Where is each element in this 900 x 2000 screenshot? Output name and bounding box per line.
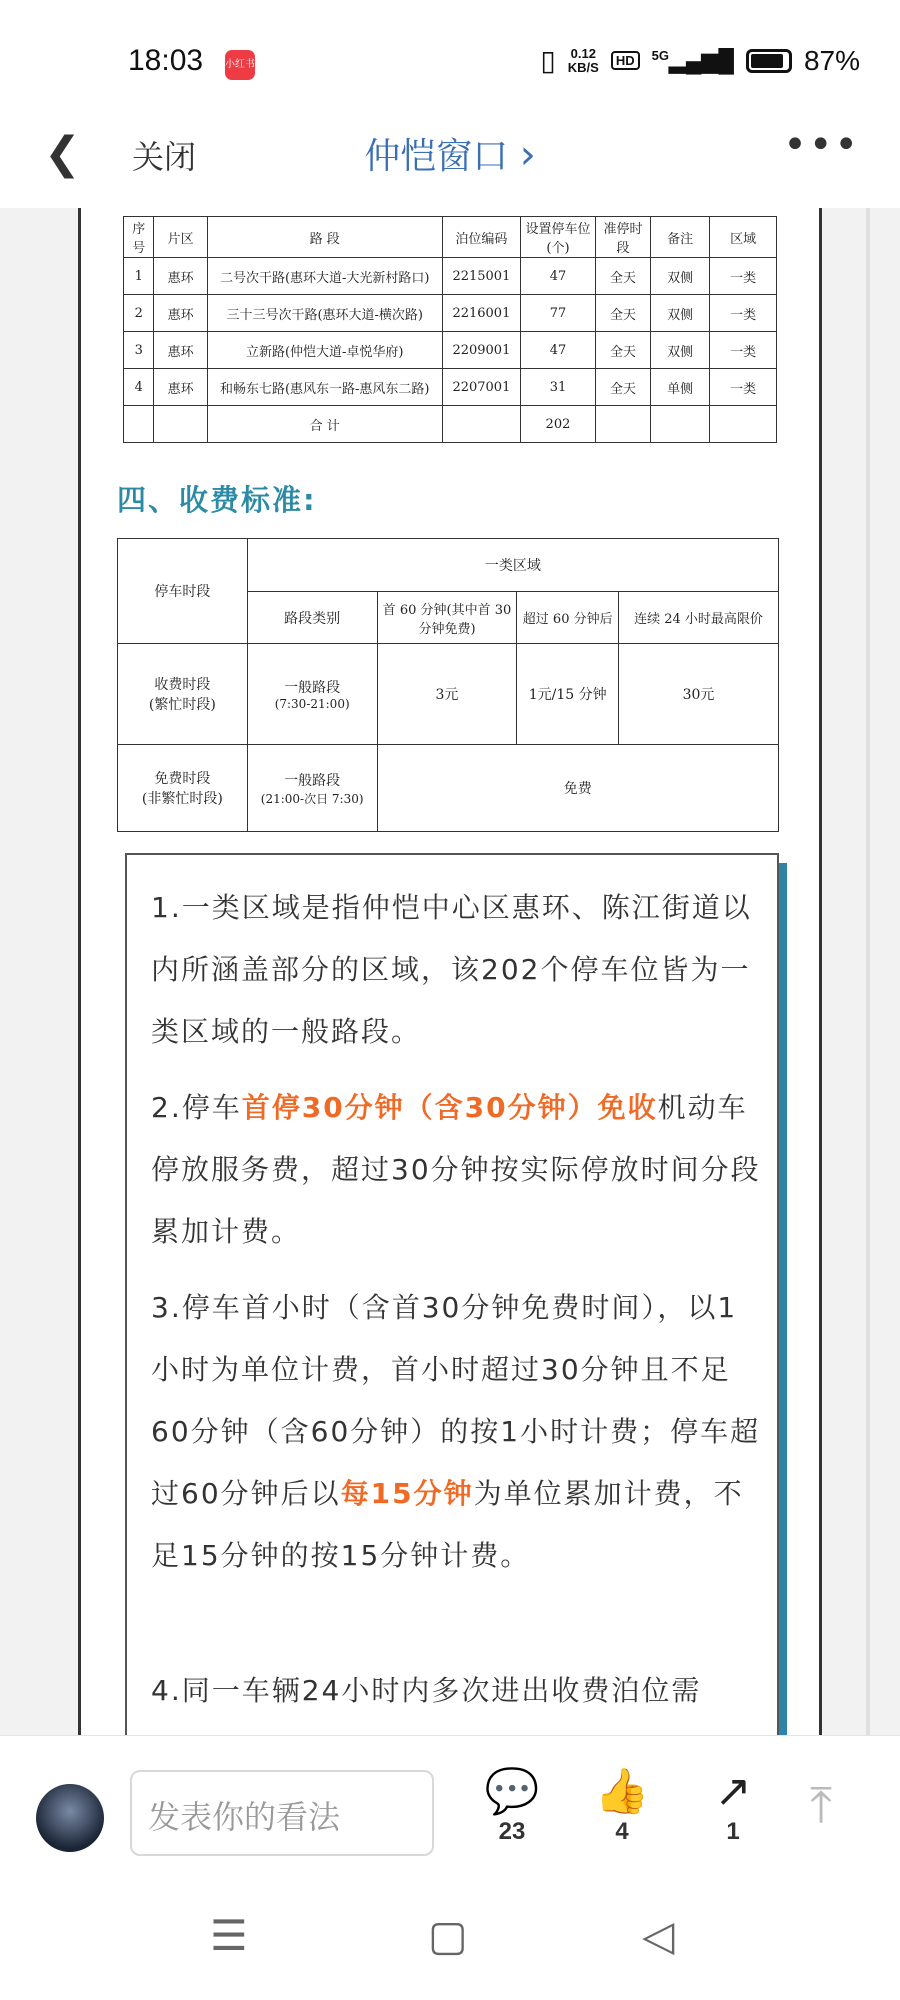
table-total-row	[124, 406, 777, 443]
table-cell: 惠环	[154, 369, 207, 406]
table-cell: 收费时段 (繁忙时段)	[118, 644, 248, 745]
back-to-top-icon[interactable]: ⤒	[810, 1776, 833, 1834]
table-row	[118, 644, 779, 745]
table-cell: 双侧	[651, 258, 710, 295]
menu-icon[interactable]: ☰	[210, 1911, 248, 1960]
comment-icon: 💬	[484, 1766, 540, 1817]
table-header: 片区	[154, 217, 207, 258]
table-cell: 单侧	[651, 369, 710, 406]
table-cell: 77	[521, 295, 596, 332]
thumbs-up-icon: 👍	[594, 1766, 650, 1817]
table-row	[124, 295, 777, 332]
battery-percent: 87%	[803, 44, 860, 76]
battery-icon	[746, 49, 792, 73]
table-cell: 一类	[710, 369, 777, 406]
status-icons	[540, 44, 860, 77]
comment-placeholder: 发表你的看法	[148, 1798, 341, 1836]
chevron-right-icon: ›	[519, 132, 536, 178]
table-cell: 免费	[377, 745, 778, 832]
like-button[interactable]	[592, 1766, 652, 1846]
table-cell: 2215001	[442, 258, 520, 295]
table-cell: 免费时段 (非繁忙时段)	[118, 745, 248, 832]
note-4: 4.同一车辆24小时内多次进出收费泊位需	[151, 1674, 702, 1707]
net-speed: 0.12 KB/S	[567, 45, 599, 75]
table-cell: 二号次干路(惠环大道-大光新村路口)	[207, 258, 442, 295]
table-cell: 2209001	[442, 332, 520, 369]
table-cell: 一类	[710, 332, 777, 369]
table-cell: 一类	[710, 295, 777, 332]
article-content[interactable]	[0, 208, 900, 1735]
table-cell: 2207001	[442, 369, 520, 406]
table-cell: 惠环	[154, 258, 207, 295]
table-row	[124, 369, 777, 406]
table-cell: 惠环	[154, 295, 207, 332]
table-cell: 双侧	[651, 295, 710, 332]
table-header-row	[124, 217, 777, 258]
table-cell: 3元	[377, 644, 517, 745]
table-cell: 47	[521, 258, 596, 295]
table-cell: 30元	[619, 644, 779, 745]
total-label: 合 计	[207, 406, 442, 443]
table-cell: 31	[521, 369, 596, 406]
table-header: 停车时段	[118, 539, 248, 644]
table-cell: 3	[124, 332, 154, 369]
table-row	[124, 258, 777, 295]
table-header: 连续 24 小时最高限价	[619, 592, 779, 644]
back-triangle-icon[interactable]: ◁	[642, 1911, 675, 1960]
table-cell: 立新路(仲恺大道-卓悦华府)	[207, 332, 442, 369]
likes-count: 4	[615, 1818, 629, 1845]
zone-header: 一类区域	[247, 539, 778, 592]
table-cell: 全天	[595, 295, 650, 332]
comment-input[interactable]	[130, 1770, 434, 1856]
table-header: 首 60 分钟(其中首 30 分钟免费)	[377, 592, 517, 644]
comment-button[interactable]	[482, 1766, 542, 1846]
table-row	[124, 332, 777, 369]
notes-box	[125, 853, 779, 1735]
table-cell: 一般路段 (7:30-21:00)	[247, 644, 377, 745]
table-cell: 双侧	[651, 332, 710, 369]
parking-spots-table	[123, 216, 777, 443]
note-1: 1.一类区域是指仲恺中心区惠环、陈江街道以内所涵盖部分的区域，该202个停车位皆为一类区域的一般路段。	[151, 891, 752, 1048]
status-time: 18:03	[128, 44, 204, 77]
hd-icon: HD	[611, 51, 640, 70]
table-cell: 47	[521, 332, 596, 369]
table-header: 准停时段	[595, 217, 650, 258]
table-cell: 惠环	[154, 332, 207, 369]
article-image	[78, 208, 822, 1735]
table-header: 区域	[710, 217, 777, 258]
note-3: 3.停车首小时（含首30分钟免费时间），以1小时为单位计费，首小时超过30分钟且不足60分钟（含60分钟）的按1小时计费；停车超过60分钟后以每15分钟为单位累加计费，不足15分钟的按15分钟计费。	[151, 1291, 761, 1572]
system-nav-bar	[0, 1875, 900, 2000]
comments-count: 23	[498, 1818, 526, 1845]
shares-count: 1	[726, 1818, 740, 1845]
table-cell: 一般路段 (21:00-次日 7:30)	[247, 745, 377, 832]
note-2: 2.停车首停30分钟（含30分钟）免收机动车停放服务费，超过30分钟按实际停放时间分段累加计费。	[151, 1091, 761, 1248]
table-cell: 2216001	[442, 295, 520, 332]
table-header: 超过 60 分钟后	[517, 592, 619, 644]
vibrate-icon: ▯	[540, 45, 556, 76]
status-bar	[0, 0, 900, 100]
table-cell: 4	[124, 369, 154, 406]
table-cell: 三十三号次干路(惠环大道-横次路)	[207, 295, 442, 332]
fee-standard-table	[117, 538, 779, 832]
table-cell: 全天	[595, 332, 650, 369]
app-badge-icon: 小红书	[225, 50, 255, 80]
table-row	[118, 745, 779, 832]
table-cell: 和畅东七路(惠风东一路-惠风东二路)	[207, 369, 442, 406]
table-header: 备注	[651, 217, 710, 258]
table-cell: 全天	[595, 369, 650, 406]
table-cell: 1	[124, 258, 154, 295]
share-icon: ↗	[714, 1766, 752, 1817]
table-cell: 一类	[710, 258, 777, 295]
table-cell: 1元/15 分钟	[517, 644, 619, 745]
table-header: 序号	[124, 217, 154, 258]
close-button[interactable]: 关闭	[132, 138, 197, 176]
share-button[interactable]	[703, 1766, 763, 1846]
table-header: 路 段	[207, 217, 442, 258]
top-nav	[0, 100, 900, 209]
section-heading: 四、收费标准:	[117, 483, 317, 517]
home-icon[interactable]: ▢	[428, 1911, 468, 1960]
total-value: 202	[521, 406, 596, 443]
bottom-action-bar	[0, 1735, 900, 1876]
back-chevron-icon[interactable]: ❮	[44, 128, 81, 179]
table-cell: 2	[124, 295, 154, 332]
table-header: 设置停车位(个)	[521, 217, 596, 258]
scrollbar[interactable]	[866, 208, 870, 1735]
table-row	[118, 539, 779, 592]
table-cell: 全天	[595, 258, 650, 295]
table-header: 路段类别	[247, 592, 377, 644]
table-header: 泊位编码	[442, 217, 520, 258]
more-options-icon[interactable]: •••	[783, 122, 860, 168]
page-title[interactable]: 仲恺窗口 ›	[364, 132, 536, 178]
avatar[interactable]	[36, 1784, 104, 1852]
signal-icon: $^{5G}$▂▄▆█	[651, 47, 734, 73]
